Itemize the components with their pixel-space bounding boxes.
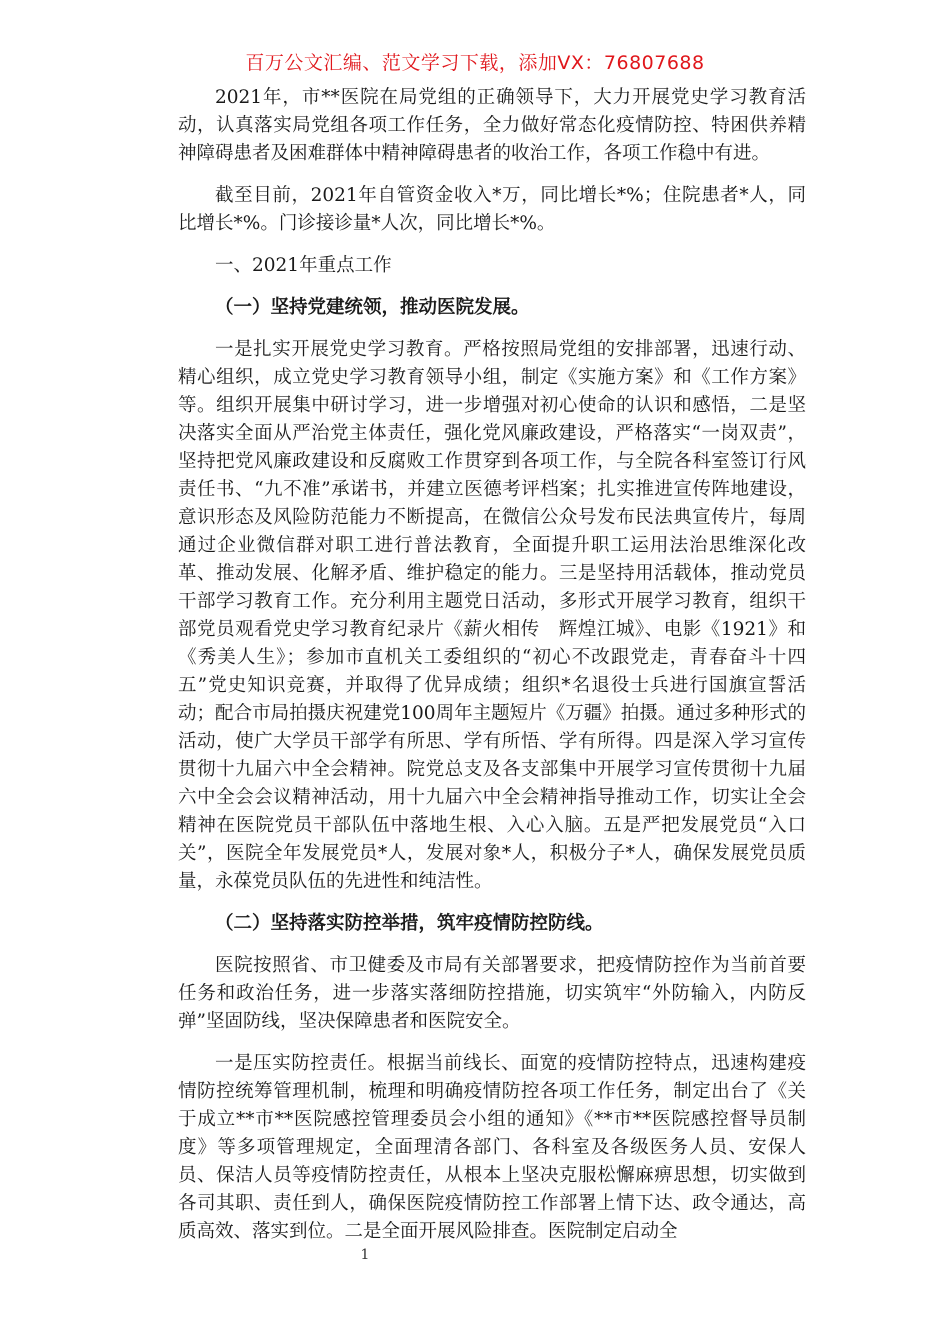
- intro-paragraph-2: 截至目前，2021年自管资金收入*万，同比增长*%；住院患者*人，同比增长*%。门诊接诊量*人次，同比增长*%。: [178, 185, 806, 234]
- document-body: [178, 84, 806, 1260]
- subsection-1-paragraph: 一是扎实开展党史学习教育。严格按照局党组的安排部署，迅速行动、精心组织，成立党史学习教育领导小组，制定《实施方案》和《工作方案》等。组织开展集中研讨学习，进一步增强对初心使命的认识和感悟，二是坚决落实全面从严治党主体责任，强化党风廉政建设，严格落实“一岗双责”，坚持把党风廉政建设和反腐败工作贯穿到各项工作，与全院各科室签订行风责任书、“九不准”承诺书，并建立医德考评档案；扎实推进宣传阵地建设，意识形态及风险防范能力不断提高，在微信公众号发布民法典宣传片，每周通过企业微信群对职工进行普法教育，全面提升职工运用法治思维深化改革、推动发展、化解矛盾、维护稳定的能力。三是坚持用活载体，推动党员干部学习教育工作。充分利用主题党日活动，多形式开展学习教育，组织干部党员观看党史学习教育纪录片《薪火相传 辉煌江城》、电影《1921》和《秀美人生》；参加市直机关工委组织的“初心不改跟党走，青春奋斗十四五”党史知识竞赛，并取得了优异成绩；组织*名退役士兵进行国旗宣誓活动；配合市局拍摄庆祝建党100周年主题短片《万疆》拍摄。通过多种形式的活动，使广大学员干部学有所思、学有所悟、学有所得。四是深入学习宣传贯彻十九届六中全会精神。院党总支及各支部集中开展学习宣传贯彻十九届六中全会会议精神活动，用十九届六中全会精神指导推动工作，切实让全会精神在医院党员干部队伍中落地生根、入心入脑。五是严把发展党员“入口关”，医院全年发展党员*人，发展对象*人，积极分子*人，确保发展党员质量，永葆党员队伍的先进性和纯洁性。: [178, 339, 806, 892]
- header-banner: 百万公文汇编、范文学习下载，添加VX：76807688: [245, 52, 705, 74]
- subsection-1-heading: （一）坚持党建统领，推动医院发展。: [215, 297, 530, 318]
- section-1-heading: 一、2021年重点工作: [215, 255, 392, 276]
- subsection-2-heading: （二）坚持落实防控举措，筑牢疫情防控防线。: [215, 913, 604, 934]
- intro-paragraph-1: 2021年，市**医院在局党组的正确领导下，大力开展党史学习教育活动，认真落实局党组各项工作任务，全力做好常态化疫情防控、特困供养精神障碍患者及困难群体中精神障碍患者的收治工作，各项工作稳中有进。: [178, 87, 806, 164]
- subsection-2-paragraph-2: 一是压实防控责任。根据当前线长、面宽的疫情防控特点，迅速构建疫情防控统筹管理机制，梳理和明确疫情防控各项工作任务，制定出台了《关于成立**市**医院感控管理委员会小组的通知》《**市**医院感控督导员制度》等多项管理规定，全面理清各部门、各科室及各级医务人员、安保人员、保洁人员等疫情防控责任，从根本上坚决克服松懈麻痹思想，切实做到各司其职、责任到人，确保医院疫情防控工作部署上情下达、政令通达，高质高效、落实到位。二是全面开展风险排查。医院制定启动全: [178, 1053, 806, 1242]
- subsection-2-paragraph-1: 医院按照省、市卫健委及市局有关部署要求，把疫情防控作为当前首要任务和政治任务，进一步落实落细防控措施，切实筑牢“外防输入，内防反弹”坚固防线，坚决保障患者和医院安全。: [178, 955, 806, 1032]
- page-number: 1: [360, 1247, 370, 1263]
